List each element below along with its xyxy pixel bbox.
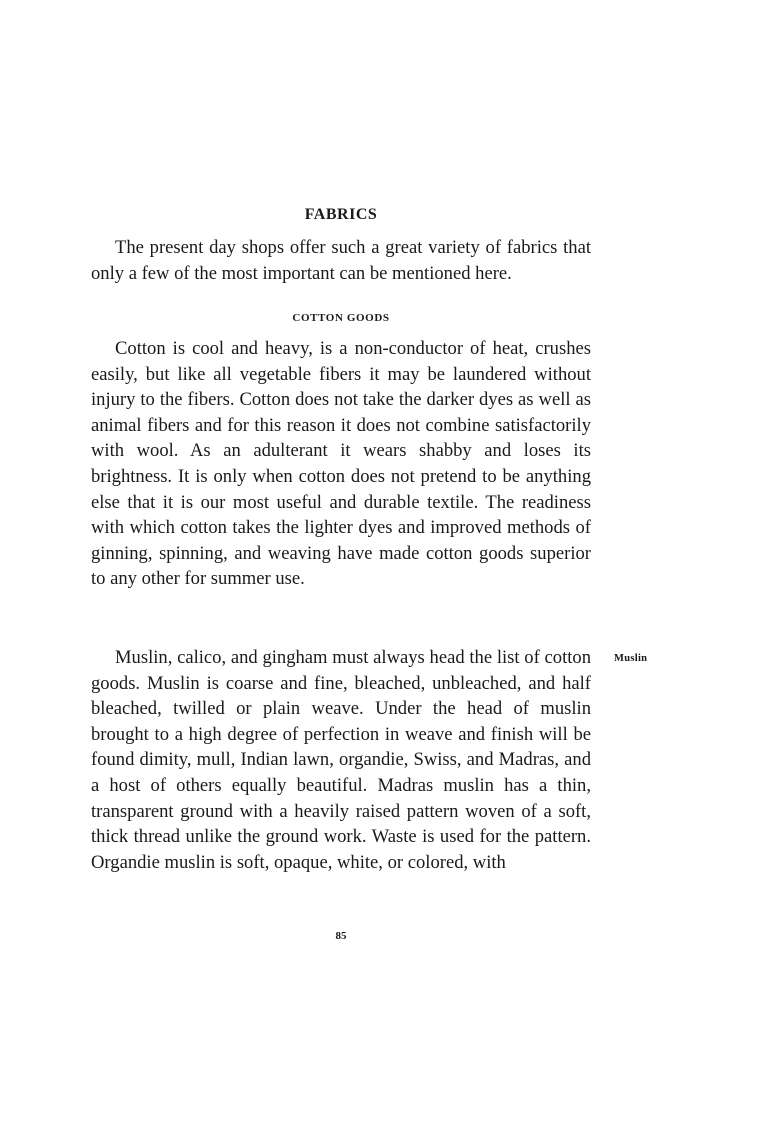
cotton-paragraph: Cotton is cool and heavy, is a non-conductor of heat, crushes easily, but like all vegetable fibers it may be laundered without injury to the fibers. Cotton does not take the darker dyes as well as animal fibers and for this reason it does not combine satisfactorily with wool. As an adulterant it wears shabby and loses its brightness. It is only when cotton does not pretend to be anything else that it is our most useful and durable textile. The readiness with which cotton takes the lighter dyes and improved methods of ginning, spinning, and weaving have made cotton goods superior to any other for summer use. <box>91 338 591 590</box>
intro-paragraph: The present day shops offer such a great variety of fabrics that only a few of the most important can be mentioned here. <box>91 237 591 284</box>
margin-note: Muslin <box>614 653 648 664</box>
muslin-paragraph: Muslin, calico, and gingham must always head the list of cotton goods. Muslin is coarse and fine, bleached, unbleached, and half bleached, twilled or plain weave. Under the head of muslin brought to a high degree of perfection in weave and finish will be found dimity, mull, Indian lawn, organdie, Swiss, and Madras, and a host of others equally beautiful. Madras muslin has a thin, transparent ground with a heavily raised pattern woven of a soft, thick thread unlike the ground work. Waste is used for the pattern. Organdie muslin is soft, opaque, white, or colored, with <box>91 647 591 873</box>
section-heading: COTTON GOODS <box>292 312 390 324</box>
page-number: 85 <box>335 930 347 942</box>
page-title: FABRICS <box>304 206 378 223</box>
